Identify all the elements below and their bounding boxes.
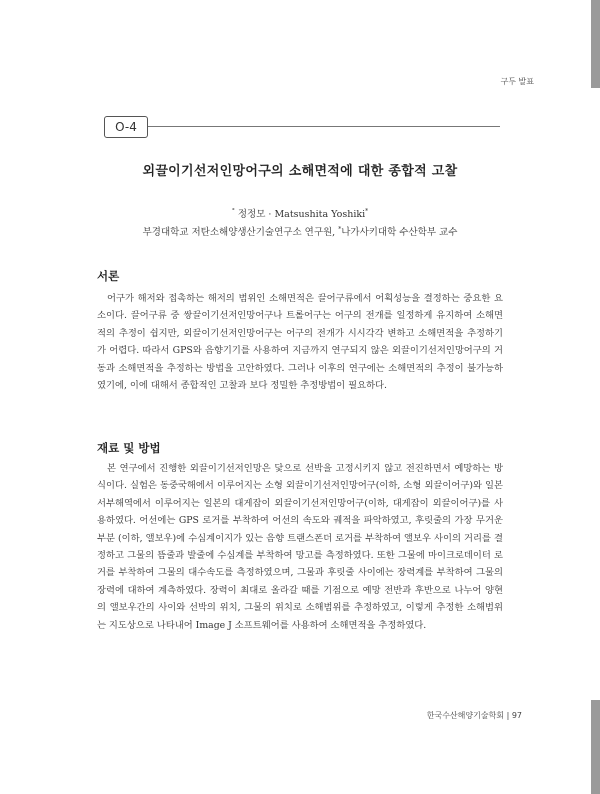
author-name: 정정모 bbox=[237, 209, 266, 220]
journal-name: 한국수산해양기술학회 bbox=[426, 711, 505, 720]
session-code-badge: O-4 bbox=[104, 116, 148, 138]
page-number: 97 bbox=[511, 711, 522, 720]
author-name: Matsushita Yoshiki bbox=[274, 209, 366, 220]
session-divider bbox=[148, 126, 500, 127]
author-line bbox=[100, 206, 500, 220]
page-edge-tab bbox=[591, 700, 600, 794]
affiliation-line bbox=[100, 224, 500, 238]
affiliation-marker: * bbox=[365, 207, 369, 215]
presenter-marker: ° bbox=[231, 207, 235, 215]
footer-divider: | bbox=[504, 711, 512, 720]
methods-paragraph: 본 연구에서 진행한 외끌이기선저인망은 닻으로 선박을 고정시키지 않고 전진하면서 예망하는 방식이다. 실험은 동중국해에서 이루어지는 소형 외끌이기선저인망어구(이하, 소형 외끌이어구)와 일본 서부해역에서 이루어지는 일본의 대게잡이 외끌이기선저인망어구(이하, 대게잡이 외끌이어구)를 사용하였다. 어선에는 GPS 로거를 부착하여 어선의 속도와 궤적을 파악하였고, 후릿줄의 가장 무거운 부분 (이하, 앨보우)에 수심계이지가 있는 음향 트랜스폰더 로거를 부착하여 앨보우 사이의 거리를 결정하고 그물의 뜸줄과 발줄에 수심계를 부착하여 망고를 측정하였다. 또한 그물에 마이크로데이터 로거를 부착하여 그물의 대수속도를 측정하였으며, 그물과 후릿줄 사이에는 장력계를 부착하여 그물의 장력에 대하여 계측하였다. 장력이 최대로 올라갈 때를 기점으로 예망 전반과 후반으로 나누어 양현의 앨보우간의 사이와 선박의 위치, 그물의 위치로 소해범위를 추정하였고, 이렇게 추정한 소해범위는 지도상으로 나타내어 Image J 소프트웨어를 사용하여 소해면적을 추정하였다. bbox=[97, 463, 503, 631]
page-footer bbox=[427, 710, 522, 721]
affiliation-text: 나가사키대학 수산학부 교수 bbox=[341, 227, 458, 238]
section-heading-methods: 재료 및 방법 bbox=[97, 441, 161, 455]
running-header: 구두 발표 bbox=[500, 77, 534, 86]
affiliation-text: 부경대학교 저탄소해양생산기술연구소 연구원, bbox=[142, 227, 339, 238]
author-separator: · bbox=[265, 209, 275, 220]
section-heading-intro: 서론 bbox=[97, 269, 120, 283]
paper-title: 외끌이기선저인망어구의 소해면적에 대한 종합적 고찰 bbox=[142, 164, 458, 179]
affiliation-marker: * bbox=[338, 225, 342, 233]
page-edge-tab bbox=[591, 0, 600, 88]
intro-paragraph: 어구가 해저와 접촉하는 해저의 범위인 소해면적은 끌어구류에서 어획성능을 결정하는 중요한 요소이다. 끌어구류 중 쌍끌이기선저인망어구나 트롤어구는 어구의 전개를 일정하게 유지하여 소해면적의 추정이 쉽지만, 외끌이기선저인망어구는 어구의 전개가 시시각각 변하고 소해면적을 추정하기가 어렵다. 따라서 GPS와 음향기기를 사용하여 지금까지 연구되지 않은 외끌이기선저인망어구의 거동과 소해면적을 추정하는 방법을 고안하였다. 그러나 이후의 연구에는 소해면적의 추정이 불가능하였기에, 이에 대해서 종합적인 고찰과 보다 정밀한 추정방법이 필요하다. bbox=[97, 293, 503, 392]
